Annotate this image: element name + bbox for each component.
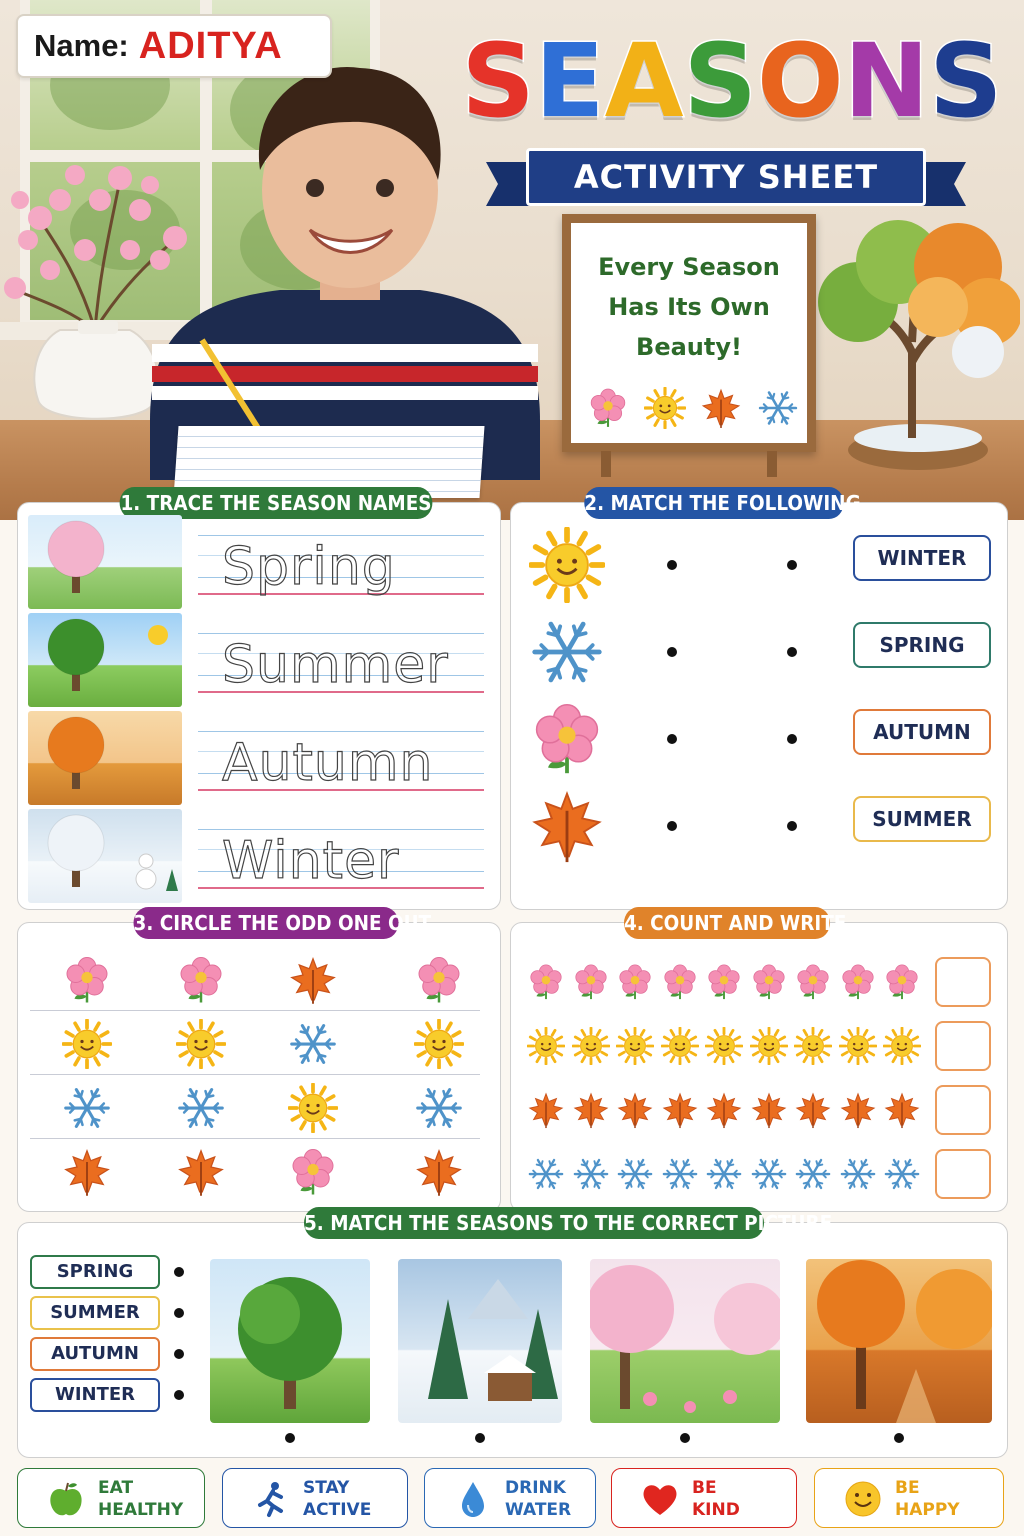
sun-icon xyxy=(529,527,605,603)
tip-text xyxy=(692,1477,740,1521)
hero-photo xyxy=(0,0,1024,520)
maple-leaf-icon xyxy=(700,387,742,433)
count-panel xyxy=(510,911,1008,1212)
summer-tree-picture[interactable] xyxy=(210,1259,370,1423)
tip-be-happy xyxy=(814,1468,1004,1528)
maple-leaf-icon xyxy=(750,1091,788,1129)
flower-icon xyxy=(839,963,877,1001)
odd-row xyxy=(30,1143,480,1203)
count-answer-box[interactable] xyxy=(935,1021,991,1071)
match-panel xyxy=(510,491,1008,910)
maple-leaf-icon xyxy=(661,1091,699,1129)
spring-blossom-picture[interactable] xyxy=(590,1259,780,1423)
sun-icon xyxy=(794,1027,832,1065)
trace-row xyxy=(28,515,488,609)
pictures-heading: 5. MATCH THE SEASONS TO THE CORRECT PICTURE xyxy=(304,1207,764,1239)
maple-leaf-icon[interactable] xyxy=(176,1147,226,1197)
tip-eat-healthy xyxy=(17,1468,205,1528)
trace-row xyxy=(28,711,488,805)
picture-dot[interactable] xyxy=(475,1433,485,1443)
name-label: Name: xyxy=(34,28,129,63)
tip-text xyxy=(303,1477,371,1521)
maple-leaf-icon xyxy=(705,1091,743,1129)
title-letter: N xyxy=(843,22,930,141)
tracing-lines xyxy=(198,529,484,597)
maple-leaf-icon[interactable] xyxy=(62,1147,112,1197)
maple-leaf-icon xyxy=(616,1091,654,1129)
subtitle-banner xyxy=(486,148,966,210)
trace-row xyxy=(28,809,488,903)
match-dot-right[interactable] xyxy=(787,734,797,744)
runner-icon xyxy=(251,1479,291,1519)
flower-icon xyxy=(794,963,832,1001)
quote-board xyxy=(562,214,816,452)
match-heading: 2. MATCH THE FOLLOWING xyxy=(584,487,843,519)
maple-leaf-icon xyxy=(839,1091,877,1129)
picture-dot[interactable] xyxy=(680,1433,690,1443)
tip-line: BE xyxy=(895,1478,920,1498)
count-row xyxy=(521,1021,991,1071)
flower-icon[interactable] xyxy=(176,955,226,1005)
title-letter: E xyxy=(534,22,605,141)
tracing-lines xyxy=(198,627,484,695)
tip-line: HAPPY xyxy=(895,1500,960,1520)
tip-line: HEALTHY xyxy=(98,1500,184,1520)
tip-text xyxy=(98,1477,183,1521)
maple-leaf-icon xyxy=(883,1091,921,1129)
snowflake-icon xyxy=(883,1155,921,1193)
water-drop-icon xyxy=(453,1479,493,1519)
sun-icon[interactable] xyxy=(414,1019,464,1069)
maple-leaf-icon xyxy=(572,1091,610,1129)
match-dot-left[interactable] xyxy=(667,560,677,570)
tip-line: ACTIVE xyxy=(303,1500,372,1520)
match-dot-left[interactable] xyxy=(667,734,677,744)
snowflake-icon[interactable] xyxy=(176,1083,226,1133)
sun-icon xyxy=(644,387,686,433)
maple-leaf-icon xyxy=(529,788,605,864)
snowflake-icon xyxy=(839,1155,877,1193)
maple-leaf-icon[interactable] xyxy=(288,955,338,1005)
count-answer-box[interactable] xyxy=(935,1085,991,1135)
season-scene xyxy=(28,711,182,805)
match-label-winter[interactable]: WINTER xyxy=(853,535,991,581)
picture-label-spring[interactable]: SPRING xyxy=(30,1255,160,1289)
trace-word[interactable]: Summer xyxy=(222,635,449,695)
flower-icon xyxy=(616,963,654,1001)
snowflake-icon xyxy=(572,1155,610,1193)
maple-leaf-icon xyxy=(527,1091,565,1129)
count-row xyxy=(521,1085,991,1135)
trace-word[interactable]: Spring xyxy=(222,537,396,597)
match-dot-left[interactable] xyxy=(667,647,677,657)
picture-dot[interactable] xyxy=(285,1433,295,1443)
match-label-spring[interactable]: SPRING xyxy=(853,622,991,668)
sun-icon[interactable] xyxy=(176,1019,226,1069)
trace-panel xyxy=(17,491,501,910)
quote-line: Has Its Own xyxy=(608,293,770,321)
count-heading: 4. COUNT AND WRITE xyxy=(624,907,830,939)
flower-icon[interactable] xyxy=(62,955,112,1005)
tracing-lines xyxy=(198,725,484,793)
page-title xyxy=(452,22,1012,142)
smiley-icon xyxy=(843,1479,883,1519)
sun-icon xyxy=(572,1027,610,1065)
winter-snow-picture[interactable] xyxy=(398,1259,562,1423)
picture-label-winter[interactable]: WINTER xyxy=(30,1378,160,1412)
sun-icon xyxy=(527,1027,565,1065)
flower-icon xyxy=(661,963,699,1001)
snowflake-icon xyxy=(529,614,605,690)
snowflake-icon[interactable] xyxy=(414,1083,464,1133)
flower-icon xyxy=(572,963,610,1001)
snowflake-icon[interactable] xyxy=(62,1083,112,1133)
season-scene xyxy=(28,613,182,707)
trace-word[interactable]: Autumn xyxy=(222,733,434,793)
count-answer-box[interactable] xyxy=(935,1149,991,1199)
season-scene xyxy=(28,515,182,609)
flower-icon xyxy=(529,701,605,777)
odd-row xyxy=(30,951,480,1011)
flower-icon xyxy=(705,963,743,1001)
pictures-panel xyxy=(17,1211,1008,1458)
maple-leaf-icon xyxy=(794,1091,832,1129)
name-tag xyxy=(16,14,332,78)
tip-line: EAT xyxy=(98,1478,134,1498)
tip-line: KIND xyxy=(692,1500,740,1520)
snowflake-icon xyxy=(750,1155,788,1193)
picture-label-autumn[interactable]: AUTUMN xyxy=(30,1337,160,1371)
tip-line: STAY xyxy=(303,1478,350,1498)
odd-one-out-panel xyxy=(17,911,501,1212)
heart-icon xyxy=(640,1479,680,1519)
snowflake-icon xyxy=(705,1155,743,1193)
season-tree-decor xyxy=(808,212,1020,482)
picture-label-dot[interactable] xyxy=(174,1308,184,1318)
title-letter: A xyxy=(604,22,684,141)
snowflake-icon xyxy=(757,387,799,433)
count-row xyxy=(521,957,991,1007)
odd-row xyxy=(30,1015,480,1075)
name-value: ADITYA xyxy=(138,24,283,67)
flower-icon xyxy=(527,963,565,1001)
match-dot-right[interactable] xyxy=(787,560,797,570)
title-letter: S xyxy=(929,22,1003,141)
tip-text xyxy=(895,1477,960,1521)
snowflake-icon[interactable] xyxy=(288,1019,338,1069)
picture-label-summer[interactable]: SUMMER xyxy=(30,1296,160,1330)
odd-heading: 3. CIRCLE THE ODD ONE OUT xyxy=(134,907,399,939)
count-answer-box[interactable] xyxy=(935,957,991,1007)
snowflake-icon xyxy=(527,1155,565,1193)
match-label-autumn[interactable]: AUTUMN xyxy=(853,709,991,755)
snowflake-icon xyxy=(794,1155,832,1193)
trace-word[interactable]: Winter xyxy=(222,831,400,891)
tip-be-kind xyxy=(611,1468,797,1528)
count-row xyxy=(521,1149,991,1199)
picture-label-dot[interactable] xyxy=(174,1267,184,1277)
tip-text xyxy=(505,1477,571,1521)
sun-icon xyxy=(883,1027,921,1065)
quote-line: Beauty! xyxy=(636,333,742,361)
maple-leaf-icon[interactable] xyxy=(414,1147,464,1197)
title-letter: S xyxy=(461,22,535,141)
trace-heading: 1. TRACE THE SEASON NAMES xyxy=(120,487,433,519)
tip-drink-water xyxy=(424,1468,596,1528)
flower-icon xyxy=(750,963,788,1001)
subtitle-text: ACTIVITY SHEET xyxy=(573,158,879,196)
tracing-lines xyxy=(198,823,484,891)
title-letter: S xyxy=(683,22,757,141)
tip-stay-active xyxy=(222,1468,408,1528)
sun-icon[interactable] xyxy=(62,1019,112,1069)
flower-icon[interactable] xyxy=(414,955,464,1005)
flower-icon[interactable] xyxy=(288,1147,338,1197)
sun-icon[interactable] xyxy=(288,1083,338,1133)
sun-icon xyxy=(705,1027,743,1065)
match-label-summer[interactable]: SUMMER xyxy=(853,796,991,842)
sun-icon xyxy=(839,1027,877,1065)
season-scene xyxy=(28,809,182,903)
match-dot-right[interactable] xyxy=(787,647,797,657)
tip-line: BE xyxy=(692,1478,717,1498)
picture-dot[interactable] xyxy=(894,1433,904,1443)
autumn-forest-picture[interactable] xyxy=(806,1259,992,1423)
match-dot-right[interactable] xyxy=(787,821,797,831)
match-dot-left[interactable] xyxy=(667,821,677,831)
sun-icon xyxy=(750,1027,788,1065)
flower-icon xyxy=(883,963,921,1001)
apple-icon xyxy=(46,1479,86,1519)
snowflake-icon xyxy=(616,1155,654,1193)
picture-label-dot[interactable] xyxy=(174,1390,184,1400)
trace-row xyxy=(28,613,488,707)
odd-row xyxy=(30,1079,480,1139)
tip-line: DRINK xyxy=(505,1478,566,1498)
quote-line: Every Season xyxy=(598,253,780,281)
tip-line: WATER xyxy=(505,1500,572,1520)
board-stand xyxy=(591,451,787,477)
sun-icon xyxy=(616,1027,654,1065)
title-letter: O xyxy=(757,22,844,141)
flower-icon xyxy=(587,387,629,433)
picture-label-dot[interactable] xyxy=(174,1349,184,1359)
snowflake-icon xyxy=(661,1155,699,1193)
sun-icon xyxy=(661,1027,699,1065)
